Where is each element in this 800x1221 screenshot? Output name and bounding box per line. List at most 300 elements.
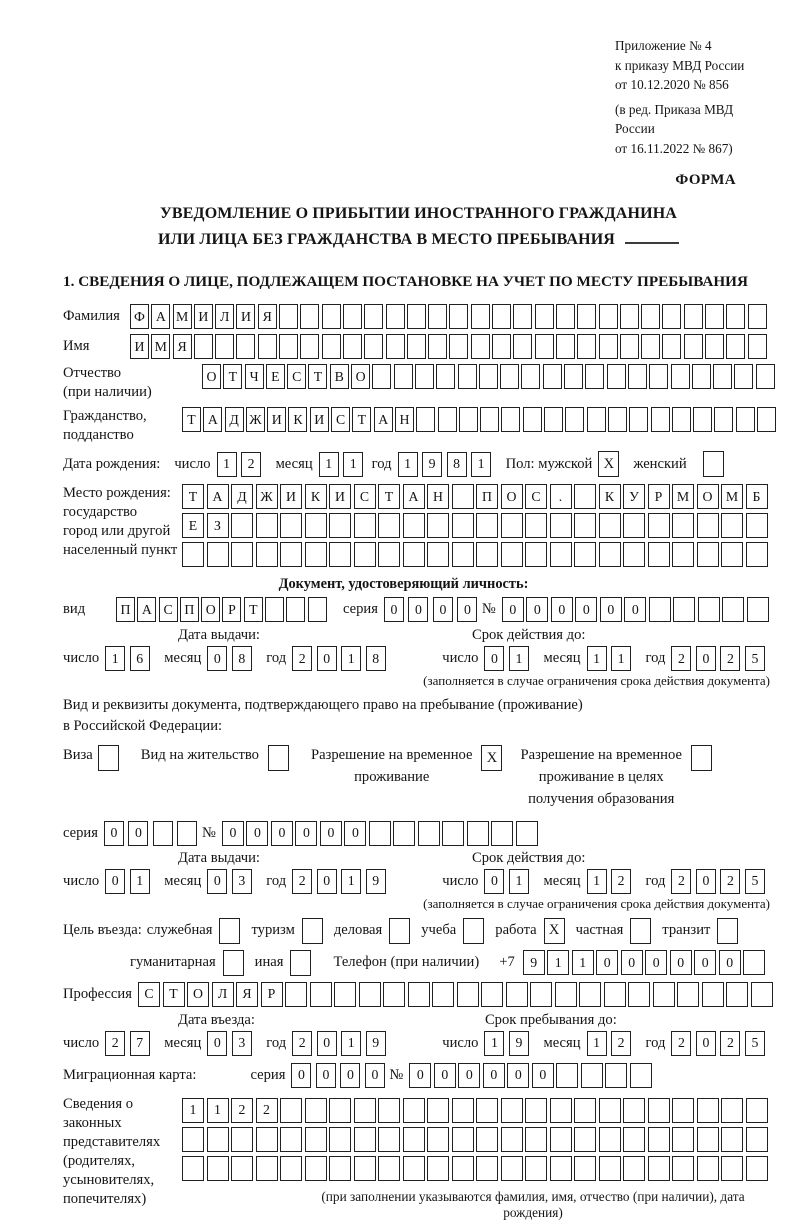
char-box[interactable] <box>427 1098 449 1123</box>
char-box[interactable]: Т <box>182 407 201 432</box>
char-box[interactable]: Л <box>212 982 234 1007</box>
char-box[interactable] <box>574 542 596 567</box>
char-box[interactable]: 1 <box>587 1031 607 1056</box>
char-box[interactable] <box>452 1156 474 1181</box>
char-box[interactable] <box>726 334 745 359</box>
char-box[interactable] <box>574 1127 596 1152</box>
char-box[interactable]: 1 <box>207 1098 229 1123</box>
char-box[interactable]: 0 <box>317 646 337 671</box>
char-box[interactable]: 5 <box>745 1031 765 1056</box>
char-box[interactable]: 0 <box>532 1063 554 1088</box>
char-box[interactable] <box>721 542 743 567</box>
char-box[interactable] <box>383 982 405 1007</box>
char-box[interactable]: 0 <box>340 1063 360 1088</box>
char-box[interactable]: 9 <box>509 1031 529 1056</box>
char-box[interactable]: 5 <box>745 646 765 671</box>
char-box[interactable]: С <box>287 364 306 389</box>
char-box[interactable] <box>403 542 425 567</box>
char-box[interactable] <box>501 1156 523 1181</box>
char-box[interactable] <box>322 334 341 359</box>
char-box[interactable] <box>577 304 596 329</box>
char-box[interactable] <box>743 950 765 975</box>
char-box[interactable] <box>279 334 298 359</box>
char-box[interactable] <box>501 542 523 567</box>
char-box[interactable] <box>403 1127 425 1152</box>
char-box[interactable]: М <box>173 304 192 329</box>
temp-residence-checkbox[interactable]: X <box>481 745 502 771</box>
char-box[interactable] <box>492 304 511 329</box>
char-box[interactable] <box>697 1127 719 1152</box>
char-box[interactable] <box>329 1127 351 1152</box>
char-box[interactable]: 1 <box>217 452 237 477</box>
char-box[interactable]: П <box>116 597 135 622</box>
char-box[interactable] <box>378 542 400 567</box>
char-box[interactable] <box>513 334 532 359</box>
char-box[interactable]: 0 <box>246 821 268 846</box>
char-box[interactable]: 2 <box>292 869 312 894</box>
char-box[interactable] <box>623 542 645 567</box>
char-box[interactable] <box>525 1098 547 1123</box>
char-box[interactable]: 3 <box>232 869 252 894</box>
char-box[interactable]: М <box>672 484 694 509</box>
char-box[interactable]: 0 <box>526 597 548 622</box>
char-box[interactable]: 0 <box>434 1063 456 1088</box>
purpose-study-checkbox[interactable] <box>463 918 484 944</box>
char-box[interactable]: 0 <box>575 597 597 622</box>
char-box[interactable]: А <box>203 407 222 432</box>
char-box[interactable] <box>436 364 455 389</box>
char-box[interactable] <box>714 407 733 432</box>
char-box[interactable] <box>705 334 724 359</box>
char-box[interactable] <box>438 407 457 432</box>
char-box[interactable]: 0 <box>365 1063 385 1088</box>
char-box[interactable] <box>662 304 681 329</box>
char-box[interactable]: П <box>180 597 199 622</box>
char-box[interactable] <box>662 334 681 359</box>
char-box[interactable] <box>726 982 748 1007</box>
char-box[interactable] <box>747 597 769 622</box>
char-box[interactable] <box>280 1098 302 1123</box>
char-box[interactable] <box>599 1098 621 1123</box>
char-box[interactable]: Ч <box>245 364 264 389</box>
char-box[interactable] <box>300 304 319 329</box>
char-box[interactable] <box>672 542 694 567</box>
purpose-business-checkbox[interactable] <box>389 918 410 944</box>
char-box[interactable]: 5 <box>745 869 765 894</box>
char-box[interactable]: 9 <box>366 869 386 894</box>
char-box[interactable] <box>500 364 519 389</box>
char-box[interactable] <box>305 1156 327 1181</box>
char-box[interactable] <box>673 597 695 622</box>
char-box[interactable] <box>574 513 596 538</box>
char-box[interactable] <box>427 513 449 538</box>
char-box[interactable] <box>386 334 405 359</box>
char-box[interactable] <box>427 1156 449 1181</box>
char-box[interactable] <box>585 364 604 389</box>
char-box[interactable]: И <box>310 407 329 432</box>
char-box[interactable] <box>501 1127 523 1152</box>
char-box[interactable] <box>746 1127 768 1152</box>
char-box[interactable] <box>684 334 703 359</box>
char-box[interactable]: О <box>187 982 209 1007</box>
char-box[interactable]: 1 <box>319 452 339 477</box>
char-box[interactable]: Т <box>352 407 371 432</box>
char-box[interactable] <box>491 821 513 846</box>
char-box[interactable] <box>393 821 415 846</box>
char-box[interactable] <box>550 542 572 567</box>
char-box[interactable] <box>648 1127 670 1152</box>
sex-male-checkbox[interactable]: X <box>598 451 619 477</box>
char-box[interactable]: 1 <box>398 452 418 477</box>
purpose-other-checkbox[interactable] <box>290 950 311 976</box>
char-box[interactable] <box>577 334 596 359</box>
char-box[interactable] <box>506 982 528 1007</box>
char-box[interactable] <box>599 304 618 329</box>
char-box[interactable] <box>599 1156 621 1181</box>
char-box[interactable] <box>364 334 383 359</box>
char-box[interactable] <box>452 1127 474 1152</box>
char-box[interactable] <box>300 334 319 359</box>
char-box[interactable]: 0 <box>320 821 342 846</box>
char-box[interactable] <box>756 364 775 389</box>
purpose-transit-checkbox[interactable] <box>717 918 738 944</box>
char-box[interactable] <box>648 1098 670 1123</box>
purpose-work-checkbox[interactable]: X <box>544 918 565 944</box>
char-box[interactable]: 0 <box>207 646 227 671</box>
char-box[interactable] <box>574 484 596 509</box>
char-box[interactable] <box>746 542 768 567</box>
char-box[interactable]: 1 <box>341 646 361 671</box>
char-box[interactable]: 2 <box>671 646 691 671</box>
char-box[interactable] <box>449 334 468 359</box>
char-box[interactable]: 2 <box>292 646 312 671</box>
char-box[interactable] <box>629 407 648 432</box>
char-box[interactable]: А <box>207 484 229 509</box>
char-box[interactable]: К <box>288 407 307 432</box>
char-box[interactable]: Р <box>222 597 241 622</box>
char-box[interactable] <box>279 304 298 329</box>
char-box[interactable] <box>550 1156 572 1181</box>
char-box[interactable] <box>628 982 650 1007</box>
char-box[interactable] <box>280 1127 302 1152</box>
char-box[interactable] <box>535 304 554 329</box>
char-box[interactable]: 2 <box>105 1031 125 1056</box>
char-box[interactable] <box>620 334 639 359</box>
char-box[interactable] <box>408 982 430 1007</box>
char-box[interactable] <box>653 982 675 1007</box>
char-box[interactable]: 0 <box>670 950 692 975</box>
char-box[interactable]: В <box>330 364 349 389</box>
char-box[interactable] <box>705 304 724 329</box>
char-box[interactable] <box>471 304 490 329</box>
purpose-tourism-checkbox[interactable] <box>302 918 323 944</box>
char-box[interactable]: И <box>329 484 351 509</box>
char-box[interactable]: Т <box>308 364 327 389</box>
char-box[interactable] <box>428 334 447 359</box>
char-box[interactable] <box>265 597 284 622</box>
char-box[interactable]: 0 <box>484 646 504 671</box>
char-box[interactable]: С <box>354 484 376 509</box>
sex-female-checkbox[interactable] <box>703 451 724 477</box>
char-box[interactable] <box>280 513 302 538</box>
char-box[interactable] <box>599 1127 621 1152</box>
char-box[interactable]: 0 <box>694 950 716 975</box>
char-box[interactable] <box>581 1063 603 1088</box>
char-box[interactable] <box>459 407 478 432</box>
char-box[interactable] <box>721 1127 743 1152</box>
char-box[interactable] <box>372 364 391 389</box>
char-box[interactable]: С <box>331 407 350 432</box>
char-box[interactable] <box>697 1156 719 1181</box>
char-box[interactable]: 2 <box>720 869 740 894</box>
char-box[interactable]: И <box>194 304 213 329</box>
char-box[interactable]: Н <box>427 484 449 509</box>
char-box[interactable] <box>748 334 767 359</box>
char-box[interactable] <box>378 1098 400 1123</box>
char-box[interactable] <box>476 1127 498 1152</box>
char-box[interactable]: И <box>280 484 302 509</box>
char-box[interactable] <box>746 1098 768 1123</box>
char-box[interactable] <box>556 1063 578 1088</box>
char-box[interactable]: 2 <box>720 646 740 671</box>
char-box[interactable]: О <box>501 484 523 509</box>
char-box[interactable]: 9 <box>366 1031 386 1056</box>
char-box[interactable]: 1 <box>547 950 569 975</box>
char-box[interactable]: 0 <box>316 1063 336 1088</box>
char-box[interactable] <box>305 1098 327 1123</box>
char-box[interactable] <box>427 1127 449 1152</box>
char-box[interactable]: Т <box>223 364 242 389</box>
char-box[interactable]: 0 <box>696 869 716 894</box>
char-box[interactable] <box>623 1127 645 1152</box>
char-box[interactable] <box>418 821 440 846</box>
char-box[interactable]: А <box>374 407 393 432</box>
char-box[interactable] <box>194 334 213 359</box>
char-box[interactable] <box>286 597 305 622</box>
char-box[interactable] <box>501 1098 523 1123</box>
char-box[interactable] <box>280 1156 302 1181</box>
char-box[interactable] <box>386 304 405 329</box>
char-box[interactable]: 0 <box>596 950 618 975</box>
char-box[interactable]: 1 <box>587 646 607 671</box>
char-box[interactable]: 2 <box>671 869 691 894</box>
char-box[interactable] <box>231 542 253 567</box>
char-box[interactable] <box>623 1156 645 1181</box>
char-box[interactable] <box>605 1063 627 1088</box>
char-box[interactable] <box>305 513 327 538</box>
visa-checkbox[interactable] <box>98 745 119 771</box>
char-box[interactable] <box>697 542 719 567</box>
char-box[interactable] <box>565 407 584 432</box>
char-box[interactable]: С <box>525 484 547 509</box>
char-box[interactable] <box>746 513 768 538</box>
char-box[interactable]: 0 <box>344 821 366 846</box>
char-box[interactable]: 2 <box>256 1098 278 1123</box>
char-box[interactable]: И <box>130 334 149 359</box>
char-box[interactable]: Ф <box>130 304 149 329</box>
char-box[interactable]: Т <box>182 484 204 509</box>
char-box[interactable] <box>693 407 712 432</box>
char-box[interactable]: 1 <box>509 646 529 671</box>
char-box[interactable] <box>329 1156 351 1181</box>
char-box[interactable]: 0 <box>207 869 227 894</box>
char-box[interactable]: 6 <box>130 646 150 671</box>
char-box[interactable] <box>231 1127 253 1152</box>
char-box[interactable] <box>322 304 341 329</box>
char-box[interactable] <box>641 334 660 359</box>
char-box[interactable] <box>550 1098 572 1123</box>
char-box[interactable] <box>698 597 720 622</box>
char-box[interactable] <box>757 407 776 432</box>
char-box[interactable] <box>416 407 435 432</box>
char-box[interactable] <box>501 513 523 538</box>
char-box[interactable] <box>604 982 626 1007</box>
char-box[interactable] <box>721 1098 743 1123</box>
char-box[interactable]: 2 <box>231 1098 253 1123</box>
char-box[interactable] <box>641 304 660 329</box>
char-box[interactable] <box>452 484 474 509</box>
char-box[interactable] <box>525 1156 547 1181</box>
char-box[interactable]: 0 <box>128 821 148 846</box>
char-box[interactable]: Д <box>225 407 244 432</box>
char-box[interactable] <box>153 821 173 846</box>
char-box[interactable]: 3 <box>232 1031 252 1056</box>
char-box[interactable]: 2 <box>611 869 631 894</box>
char-box[interactable] <box>523 407 542 432</box>
char-box[interactable]: Т <box>378 484 400 509</box>
char-box[interactable]: 0 <box>621 950 643 975</box>
char-box[interactable]: 7 <box>130 1031 150 1056</box>
char-box[interactable]: 0 <box>317 869 337 894</box>
char-box[interactable] <box>623 513 645 538</box>
char-box[interactable]: 1 <box>572 950 594 975</box>
char-box[interactable] <box>684 304 703 329</box>
char-box[interactable]: 0 <box>507 1063 529 1088</box>
char-box[interactable] <box>476 1156 498 1181</box>
char-box[interactable] <box>256 513 278 538</box>
char-box[interactable]: Ж <box>246 407 265 432</box>
char-box[interactable] <box>608 407 627 432</box>
char-box[interactable]: 0 <box>458 1063 480 1088</box>
char-box[interactable]: 0 <box>719 950 741 975</box>
char-box[interactable] <box>207 1127 229 1152</box>
char-box[interactable] <box>525 513 547 538</box>
char-box[interactable] <box>556 304 575 329</box>
char-box[interactable] <box>258 334 277 359</box>
char-box[interactable]: И <box>267 407 286 432</box>
char-box[interactable] <box>407 334 426 359</box>
char-box[interactable]: 0 <box>104 821 124 846</box>
char-box[interactable] <box>432 982 454 1007</box>
char-box[interactable] <box>579 982 601 1007</box>
char-box[interactable]: 1 <box>341 1031 361 1056</box>
char-box[interactable]: 0 <box>271 821 293 846</box>
char-box[interactable]: И <box>236 304 255 329</box>
char-box[interactable] <box>530 982 552 1007</box>
char-box[interactable] <box>343 334 362 359</box>
char-box[interactable] <box>651 407 670 432</box>
char-box[interactable]: О <box>351 364 370 389</box>
char-box[interactable]: 0 <box>484 869 504 894</box>
char-box[interactable]: О <box>202 364 221 389</box>
char-box[interactable] <box>587 407 606 432</box>
char-box[interactable]: 0 <box>409 1063 431 1088</box>
char-box[interactable]: 0 <box>384 597 404 622</box>
char-box[interactable] <box>599 334 618 359</box>
char-box[interactable]: У <box>623 484 645 509</box>
purpose-private-checkbox[interactable] <box>630 918 651 944</box>
char-box[interactable]: 1 <box>341 869 361 894</box>
char-box[interactable]: П <box>476 484 498 509</box>
char-box[interactable] <box>556 334 575 359</box>
char-box[interactable]: 2 <box>292 1031 312 1056</box>
char-box[interactable] <box>722 597 744 622</box>
char-box[interactable] <box>734 364 753 389</box>
char-box[interactable] <box>543 364 562 389</box>
char-box[interactable] <box>649 597 671 622</box>
char-box[interactable] <box>607 364 626 389</box>
char-box[interactable] <box>215 334 234 359</box>
char-box[interactable] <box>236 334 255 359</box>
char-box[interactable] <box>697 1098 719 1123</box>
char-box[interactable] <box>458 364 477 389</box>
purpose-humanitarian-checkbox[interactable] <box>223 950 244 976</box>
char-box[interactable] <box>452 542 474 567</box>
char-box[interactable] <box>628 364 647 389</box>
char-box[interactable] <box>378 1156 400 1181</box>
char-box[interactable]: 0 <box>408 597 428 622</box>
char-box[interactable]: 2 <box>720 1031 740 1056</box>
char-box[interactable]: К <box>305 484 327 509</box>
char-box[interactable] <box>182 1156 204 1181</box>
char-box[interactable] <box>452 1098 474 1123</box>
char-box[interactable] <box>415 364 434 389</box>
char-box[interactable] <box>354 513 376 538</box>
char-box[interactable] <box>649 364 668 389</box>
char-box[interactable]: Я <box>258 304 277 329</box>
char-box[interactable] <box>564 364 583 389</box>
char-box[interactable] <box>476 1098 498 1123</box>
char-box[interactable]: 0 <box>207 1031 227 1056</box>
char-box[interactable] <box>748 304 767 329</box>
char-box[interactable] <box>623 1098 645 1123</box>
char-box[interactable] <box>407 304 426 329</box>
char-box[interactable]: 0 <box>600 597 622 622</box>
char-box[interactable] <box>457 982 479 1007</box>
char-box[interactable] <box>672 1127 694 1152</box>
char-box[interactable] <box>751 982 773 1007</box>
char-box[interactable]: 1 <box>105 646 125 671</box>
char-box[interactable] <box>736 407 755 432</box>
char-box[interactable]: 8 <box>366 646 386 671</box>
char-box[interactable]: 0 <box>105 869 125 894</box>
char-box[interactable]: 2 <box>241 452 261 477</box>
char-box[interactable] <box>501 407 520 432</box>
char-box[interactable] <box>599 542 621 567</box>
char-box[interactable]: Л <box>215 304 234 329</box>
char-box[interactable] <box>672 407 691 432</box>
residence-permit-checkbox[interactable] <box>268 745 289 771</box>
char-box[interactable] <box>721 1156 743 1181</box>
char-box[interactable]: 0 <box>295 821 317 846</box>
char-box[interactable]: 1 <box>343 452 363 477</box>
char-box[interactable] <box>481 982 503 1007</box>
char-box[interactable]: Д <box>231 484 253 509</box>
char-box[interactable] <box>746 1156 768 1181</box>
char-box[interactable]: Н <box>395 407 414 432</box>
char-box[interactable]: 0 <box>624 597 646 622</box>
char-box[interactable] <box>334 982 356 1007</box>
